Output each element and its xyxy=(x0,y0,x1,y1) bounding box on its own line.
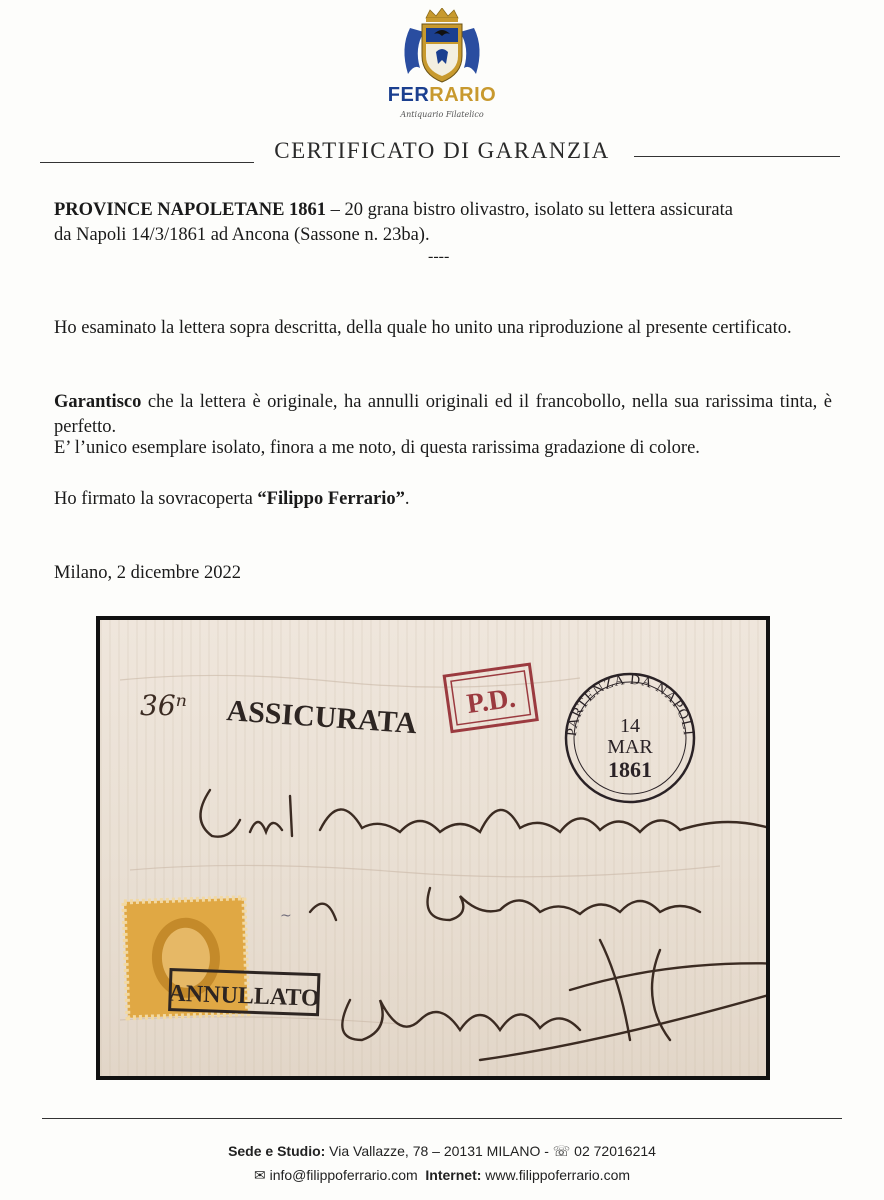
napoli-postmark xyxy=(565,673,695,802)
paragraph-unique: E’ l’unico esemplare isolato, finora a me noto, di questa rarissima gradazione di colore. xyxy=(54,438,700,458)
handwritten-number: 36ⁿ xyxy=(140,689,187,722)
footer-address: Sede e Studio: Via Vallazze, 78 – 20131 MILANO - ☏ 02 72016214 xyxy=(228,1143,656,1159)
title-rule-left xyxy=(40,162,254,163)
footer-contacts: ✉ info@filippoferrario.com Internet: www.filippoferrario.com xyxy=(253,1167,631,1183)
item-description-line2: da Napoli 14/3/1861 ad Ancona (Sassone n. 23ba). xyxy=(54,225,430,245)
email-link[interactable]: info@filippoferrario.com xyxy=(269,1167,418,1183)
svg-text:14: 14 xyxy=(620,715,640,737)
pencil-note: ~ xyxy=(280,908,292,924)
paragraph-guarantee: Garantisco che la lettera è originale, ha annulli originali ed il francobollo, nella sua rarissima tinta, è perfetto. xyxy=(54,392,832,437)
svg-text:ANNULLATO: ANNULLATO xyxy=(168,980,321,1012)
envelope-icon: ✉ xyxy=(253,1167,266,1183)
paragraph-signature: Ho firmato la sovracoperta “Filippo Ferrario”. xyxy=(54,489,410,509)
brand-name: FERRARIO xyxy=(387,84,497,106)
address-handwriting xyxy=(200,790,766,1060)
separator: ---- xyxy=(428,248,450,265)
paragraph-examined: Ho esaminato la lettera sopra descritta, della quale ho unito una riproduzione al presente certificato. xyxy=(54,318,792,338)
item-description: PROVINCE NAPOLETANE 1861 – 20 grana bistro olivastro, isolato su lettera assicurata da Napoli 14/3/1861 ad Ancona (Sassone n. 23ba). xyxy=(54,200,733,245)
pd-stamp xyxy=(444,664,537,731)
svg-text:1861: 1861 xyxy=(608,757,652,782)
svg-text:P.D.: P.D. xyxy=(464,682,518,721)
cover-photo xyxy=(96,616,770,1080)
svg-text:MAR: MAR xyxy=(607,736,653,758)
title-rule-right xyxy=(634,156,840,157)
website-link[interactable]: www.filippoferrario.com xyxy=(481,1167,631,1183)
certificate-title: CERTIFICATO DI GARANZIA xyxy=(274,138,610,163)
date-place: Milano, 2 dicembre 2022 xyxy=(54,563,242,583)
item-title: PROVINCE NAPOLETANE 1861 xyxy=(54,200,327,220)
svg-text:PARTENZA DA NAPOLI: PARTENZA DA NAPOLI xyxy=(564,672,696,737)
brand-tagline: Antiquario Filatelico xyxy=(400,110,484,119)
assicurata-stamp: ASSICURATA xyxy=(225,694,418,741)
footer-rule xyxy=(42,1118,842,1119)
